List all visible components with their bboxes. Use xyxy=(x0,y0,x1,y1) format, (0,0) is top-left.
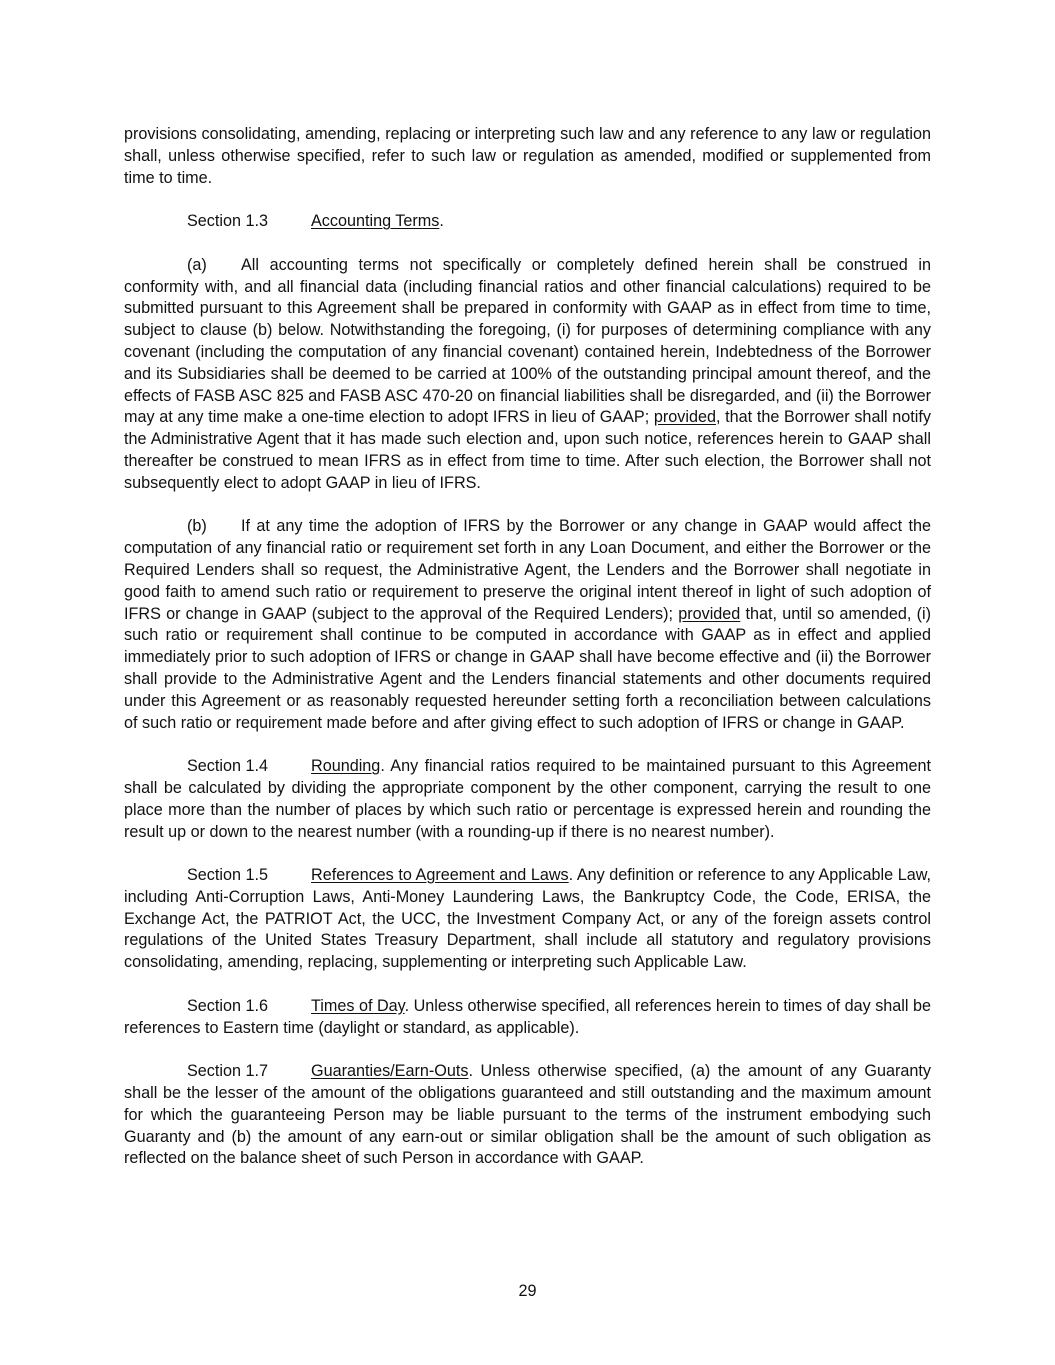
section-title: Accounting Terms xyxy=(311,212,440,231)
clause-marker: (b) xyxy=(187,517,207,536)
clause-marker: (a) xyxy=(187,255,207,274)
paragraph-b: (b) If at any time the adoption of IFRS by the Borrower or any change in GAAP would affect the computation of any financial ratio or requirement set forth in any Loan Document, and either the Borrower or the Required Lenders shall so request, the Administrative Agent, the Lenders and the Borrower shall negotiate in good faith to amend such ratio or requirement to preserve the original intent thereof in light of such adoption of IFRS or change in GAAP (subject to the approval of the Required Lenders); provided that, until so amended, (i) such ratio or requirement shall continue to be computed in accordance with GAAP as in effect and applied immediately prior to such adoption of IFRS or change in GAAP shall have become effective and (ii) the Borrower shall provide to the Administrative Agent and the Lenders financial statements and other documents required under this Agreement or as reasonably requested hereunder setting forth a reconciliation between calculations of such ratio or requirement made before and after giving effect to such adoption of IFRS or change in GAAP. xyxy=(124,517,932,732)
section-1-4: Section 1.4 Rounding. Any financial ratios required to be maintained pursuant to this Agreement shall be calculated by dividing the appropriate component by the other component, carrying the result to one place more than the number of places by which such ratio or percentage is expressed herein and rounding the result up or down to the nearest number (with a rounding-up if there is no nearest number). xyxy=(124,757,931,841)
section-number: Section 1.7 xyxy=(187,1062,268,1081)
intro-paragraph: provisions consolidating, amending, replacing or interpreting such law and any reference to any law or regulation shall, unless otherwise specified, refer to such law or regulation as amended, modified or supplemented from time to time. xyxy=(124,125,931,187)
section-1-5: Section 1.5 References to Agreement and Laws. Any definition or reference to any Applicable Law, including Anti-Corruption Laws, Anti-Money Laundering Laws, the Bankruptcy Code, the Code, ERISA, the Exchange Act, the PATRIOT Act, the UCC, the Investment Company Act, or any of the foreign assets control regulations of the United States Treasury Department, shall include all statutory and regulatory provisions consolidating, amending, replacing, supplementing or interpreting such Applicable Law. xyxy=(124,866,931,972)
provided-term: provided xyxy=(653,408,716,427)
section-title: Rounding xyxy=(311,757,381,776)
section-number: Section 1.3 xyxy=(187,212,268,231)
section-title: Times of Day xyxy=(311,996,405,1015)
section-number: Section 1.6 xyxy=(187,996,268,1015)
section-number: Section 1.4 xyxy=(187,757,268,776)
section-1-3-heading: Section 1.3 Accounting Terms. xyxy=(124,211,931,233)
provided-term: provided xyxy=(678,604,741,623)
document-page xyxy=(124,124,931,1192)
section-1-7: Section 1.7 Guaranties/Earn-Outs. Unless otherwise specified, (a) the amount of any Guaranty shall be the lesser of the amount of the obligations guaranteed and still outstanding and the maximum amount for which the guaranteeing Person may be liable pursuant to the terms of the instrument embodying such Guaranty and (b) the amount of any earn-out or similar obligation shall be the amount of such obligation as reflected on the balance sheet of such Person in accordance with GAAP. xyxy=(124,1062,931,1168)
section-title: Guaranties/Earn-Outs xyxy=(311,1062,469,1081)
section-number: Section 1.5 xyxy=(187,866,268,885)
section-title: References to Agreement and Laws xyxy=(311,866,569,885)
page-number: 29 xyxy=(518,1282,537,1300)
paragraph-a: (a) All accounting terms not specifically or completely defined herein shall be construed in conformity with, and all financial data (including financial ratios and other financial calculations) required to be submitted pursuant to this Agreement shall be prepared in conformity with GAAP as in effect from time to time, subject to clause (b) below. Notwithstanding the foregoing, (i) for purposes of determining compliance with any covenant (including the computation of any financial covenant) contained herein, Indebtedness of the Borrower and its Subsidiaries shall be deemed to be carried at 100% of the outstanding principal amount thereof, and the effects of FASB ASC 825 and FASB ASC 470-20 on financial liabilities shall be disregarded, and (ii) the Borrower may at any time make a one-time election to adopt IFRS in lieu of GAAP; provided, that the Borrower shall notify the Administrative Agent that it has made such election and, upon such notice, references herein to GAAP shall thereafter be construed to mean IFRS as in effect from time to time. After such election, the Borrower shall not subsequently elect to adopt GAAP in lieu of IFRS. xyxy=(124,255,931,492)
section-1-6: Section 1.6 Times of Day. Unless otherwise specified, all references herein to times of day shall be references to Eastern time (daylight or standard, as applicable). xyxy=(124,996,931,1037)
